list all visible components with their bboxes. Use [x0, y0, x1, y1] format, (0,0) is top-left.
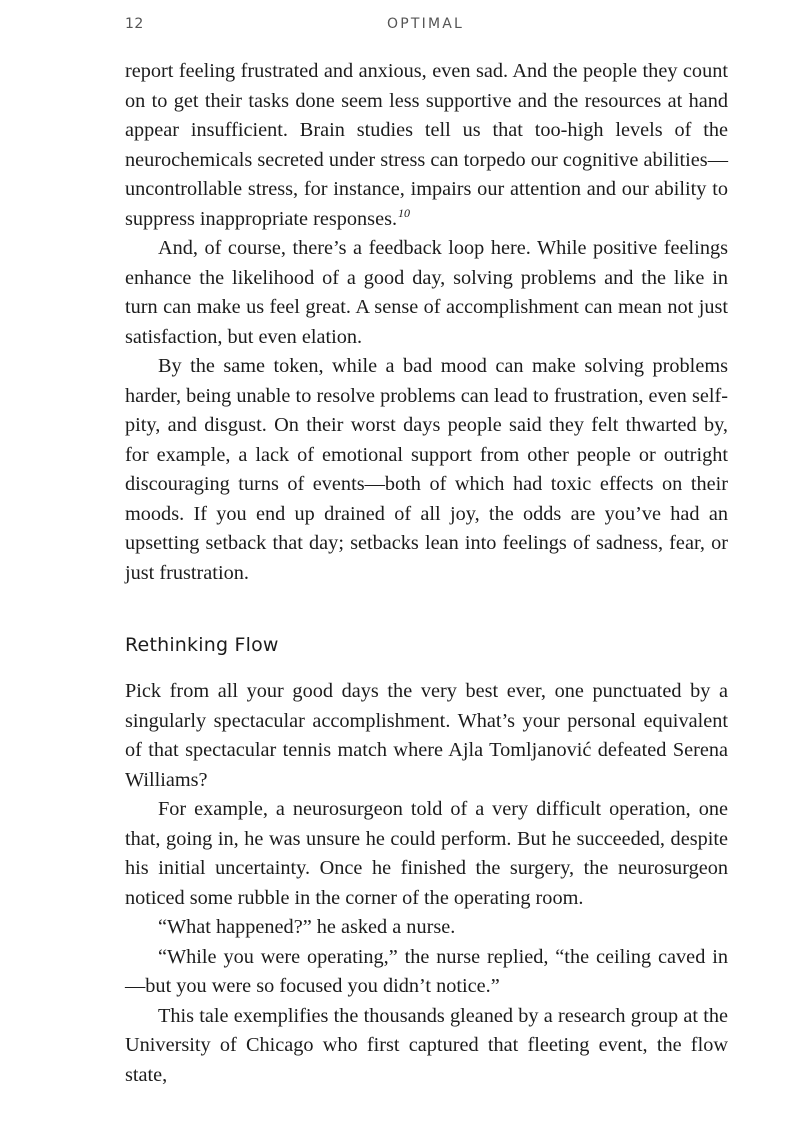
section-heading: Rethinking Flow — [125, 634, 279, 656]
paragraph: This tale exemplifies the thousands gleaned by a research group at the University of Chicago who first captured that fleeting event, the flow state, — [125, 1004, 728, 1086]
body-text-top — [125, 57, 728, 588]
paragraph: Pick from all your good days the very best ever, one punctuated by a singularly spectacular accomplishment. What’s your personal equivalent of that spectacular tennis match where Ajla Tomljanović defeated Serena Williams? — [125, 680, 728, 791]
book-title: OPTIMAL — [387, 16, 464, 32]
paragraph: And, of course, there’s a feedback loop here. While positive feelings enhance the likelihood of a good day, solving problems and the like in turn can make us feel great. A sense of accomplishment can mean not just satisfaction, but even elation. — [125, 237, 728, 348]
body-text-bottom — [125, 677, 728, 1090]
paragraph — [125, 57, 728, 234]
paragraph-text: report feeling frustrated and anxious, even sad. And the people they count on to get their tasks done seem less supportive and the resources at hand appear insufficient. Brain studies tell us that too-high levels of the neurochemicals secreted under stress can torpedo our cognitive abilities—uncontrollable stress, for instance, impairs our attention and our ability to suppress inappropriate responses. — [125, 60, 728, 230]
paragraph: By the same token, while a bad mood can make solving problems harder, being unable to resolve problems can lead to frustration, even self-pity, and disgust. On their worst days people said they felt thwarted by, for example, a lack of emotional support from other people or outright discouraging turns of events—both of which had toxic effects on their moods. If you end up drained of all joy, the odds are you’ve had an upsetting setback that day; setbacks lean into feelings of sadness, fear, or just frustration. — [125, 355, 728, 584]
paragraph: “What happened?” he asked a nurse. — [158, 916, 456, 938]
page-number: 12 — [125, 16, 144, 32]
running-head — [125, 14, 728, 36]
paragraph: For example, a neurosurgeon told of a very difficult operation, one that, going in, he was unsure he could perform. But he succeeded, despite his initial uncertainty. Once he finished the surgery, the neurosurgeon noticed some rubble in the corner of the operating room. — [125, 798, 728, 909]
paragraph: “While you were operating,” the nurse replied, “the ceiling caved in—but you were so focused you didn’t notice.” — [125, 945, 728, 997]
footnote-reference: 10 — [398, 205, 411, 220]
